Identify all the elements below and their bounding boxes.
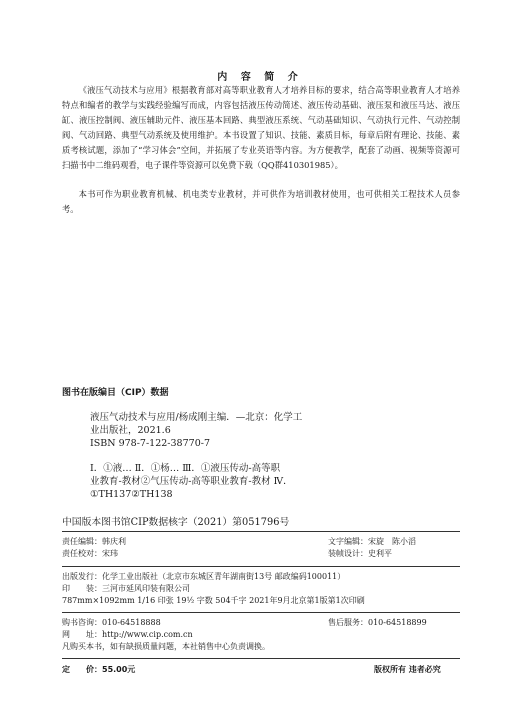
divider	[62, 612, 460, 613]
website-line: 网 址：http://www.cip.com.cn	[62, 630, 193, 639]
credit-proofreader: 责任校对：宋玮	[62, 549, 118, 558]
purchase-line: 购书咨询：010-64518888	[62, 618, 161, 627]
intro-paragraph-1: 《液压气动技术与应用》根据教育部对高等职业教育人才培养目标的要求，结合高等职业教育人才培养特点和编者的教学与实践经验编写而成，内容包括液压传动简述、液压传动基础、液压泵和液压马达、液压缸、液压控制阀、液压辅助元件、液压基本回路、典型液压系统、气动基础知识、气动执行元件、气动控制阀、气动回路、典型气动系统及使用维护。本书设置了知识、技能、素质目标，每章后附有理论、技能、素质考核试题，添加了“学习体会”空间，并拓展了专业英语等内容。为方便教学，配套了动画、视频等资源可扫描书中二维码观看，电子课件等资源可以免费下载（QQ群410301985）。	[62, 85, 460, 170]
cip-entry-line: 业出版社，2021.6	[90, 425, 171, 436]
price-line: 定 价：55.00元	[62, 665, 136, 674]
cip-number: 中国版本图书馆CIP数据核字（2021）第051796号	[62, 517, 290, 528]
notice-line: 凡购买本书，如有缺损质量问题，本社销售中心负责调换。	[62, 642, 270, 651]
cip-subject-line: Ⅰ．①液… Ⅱ．①杨… Ⅲ．①液压传动-高等职	[90, 463, 281, 474]
rights-line: 版权所有 违者必究	[374, 665, 441, 674]
divider	[62, 658, 460, 659]
credit-editor: 责任编辑：韩庆利	[62, 537, 126, 546]
credit-text-editor: 文字编辑：宋旋 陈小滔	[328, 537, 416, 546]
after-sales-line: 售后服务：010-64518899	[328, 618, 427, 627]
divider	[62, 566, 460, 567]
cip-subject-line: 业教育-教材②气压传动-高等职业教育-教材 Ⅳ．	[90, 476, 293, 487]
credit-designer: 装帧设计：史利平	[328, 549, 392, 558]
intro-paragraph-2: 本书可作为职业教育机械、机电类专业教材，并可供作为培训教材使用，也可供相关工程技术人员参考。	[62, 189, 460, 214]
printer-line: 印 装：三河市延风印装有限公司	[62, 584, 190, 593]
cip-subject-line: ①TH137②TH138	[90, 489, 173, 500]
cip-entry-line: 液压气动技术与应用/杨成刚主编．—北京：化学工	[90, 412, 303, 423]
cip-entry-line: ISBN 978-7-122-38770-7	[90, 438, 210, 449]
cip-heading: 图书在版编目（CIP）数据	[62, 388, 169, 398]
publisher-line: 出版发行：化学工业出版社（北京市东城区青年湖南街13号 邮政编码100011）	[62, 572, 346, 581]
divider	[62, 531, 460, 532]
specs-line: 787mm×1092mm 1/16 印张 19½ 字数 504千字 2021年9月北京第1版第1次印刷	[62, 596, 365, 605]
cip-subjects	[90, 462, 420, 501]
cip-entry	[90, 411, 420, 450]
intro-title: 内 容 简 介	[217, 72, 303, 83]
